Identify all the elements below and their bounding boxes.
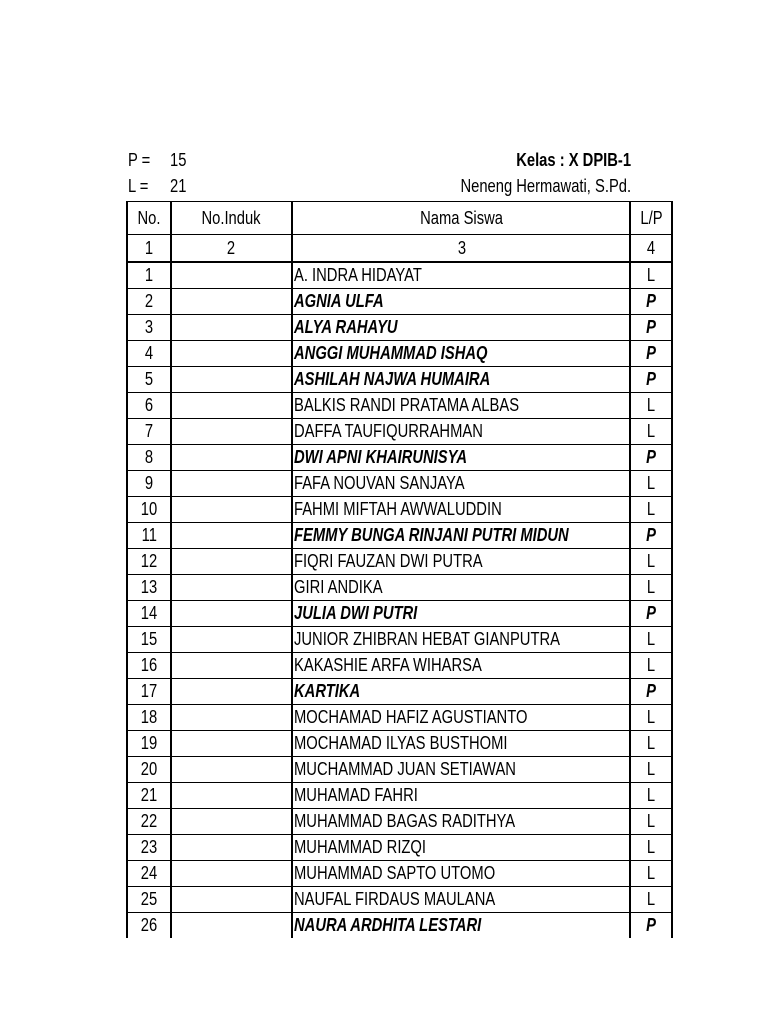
class-title: Kelas : X DPIB-1	[516, 150, 631, 170]
row-nama-siswa: GIRI ANDIKA	[292, 575, 630, 601]
row-no-induk	[171, 497, 292, 523]
row-no: 12	[127, 549, 171, 575]
row-no: 10	[127, 497, 171, 523]
row-no: 5	[127, 367, 171, 393]
student-roster-table	[126, 201, 673, 938]
row-no: 19	[127, 731, 171, 757]
column-number-row	[127, 235, 672, 263]
table-row	[127, 887, 672, 913]
row-lp: L	[630, 757, 672, 783]
row-no-induk	[171, 523, 292, 549]
row-nama-siswa: NAURA ARDHITA LESTARI	[292, 913, 630, 939]
table-row	[127, 601, 672, 627]
table-row	[127, 471, 672, 497]
row-no: 16	[127, 653, 171, 679]
row-lp: L	[630, 393, 672, 419]
row-lp: P	[630, 913, 672, 939]
row-no-induk	[171, 549, 292, 575]
table-row	[127, 705, 672, 731]
table-row	[127, 627, 672, 653]
row-no: 23	[127, 835, 171, 861]
row-no: 20	[127, 757, 171, 783]
table-row	[127, 315, 672, 341]
row-no-induk	[171, 601, 292, 627]
row-nama-siswa: FIQRI FAUZAN DWI PUTRA	[292, 549, 630, 575]
table-row	[127, 757, 672, 783]
row-no: 22	[127, 809, 171, 835]
row-no-induk	[171, 315, 292, 341]
table-row	[127, 262, 672, 289]
row-lp: P	[630, 445, 672, 471]
row-nama-siswa: BALKIS RANDI PRATAMA ALBAS	[292, 393, 630, 419]
table-header-row	[127, 202, 672, 235]
table-row	[127, 731, 672, 757]
row-no: 6	[127, 393, 171, 419]
row-lp: P	[630, 315, 672, 341]
row-nama-siswa: MUHAMMAD RIZQI	[292, 835, 630, 861]
row-no-induk	[171, 783, 292, 809]
row-lp: L	[630, 653, 672, 679]
row-nama-siswa: DAFFA TAUFIQURRAHMAN	[292, 419, 630, 445]
row-no-induk	[171, 809, 292, 835]
row-no-induk	[171, 445, 292, 471]
row-nama-siswa: FAHMI MIFTAH AWWALUDDIN	[292, 497, 630, 523]
row-no: 24	[127, 861, 171, 887]
colnum-3: 3	[292, 235, 630, 263]
row-no-induk	[171, 679, 292, 705]
row-lp: L	[630, 731, 672, 757]
row-lp: L	[630, 783, 672, 809]
p-label: P =	[128, 150, 151, 170]
row-no-induk	[171, 289, 292, 315]
row-no-induk	[171, 887, 292, 913]
row-nama-siswa: NAUFAL FIRDAUS MAULANA	[292, 887, 630, 913]
table-row	[127, 913, 672, 939]
row-no-induk	[171, 757, 292, 783]
row-no-induk	[171, 393, 292, 419]
row-nama-siswa: MOCHAMAD ILYAS BUSTHOMI	[292, 731, 630, 757]
colnum-4: 4	[630, 235, 672, 263]
row-nama-siswa: MUHAMMAD BAGAS RADITHYA	[292, 809, 630, 835]
table-row	[127, 575, 672, 601]
row-lp: L	[630, 887, 672, 913]
table-row	[127, 497, 672, 523]
l-value: 21	[170, 176, 187, 196]
table-row	[127, 679, 672, 705]
teacher-name: Neneng Hermawati, S.Pd.	[460, 176, 631, 196]
row-lp: L	[630, 627, 672, 653]
row-no: 9	[127, 471, 171, 497]
row-no-induk	[171, 913, 292, 939]
row-nama-siswa: MOCHAMAD HAFIZ AGUSTIANTO	[292, 705, 630, 731]
row-no: 2	[127, 289, 171, 315]
header-nama-siswa: Nama Siswa	[292, 202, 630, 235]
row-no-induk	[171, 653, 292, 679]
row-no-induk	[171, 627, 292, 653]
row-lp: L	[630, 861, 672, 887]
row-nama-siswa: AGNIA ULFA	[292, 289, 630, 315]
header-no-induk: No.Induk	[171, 202, 292, 235]
row-nama-siswa: ALYA RAHAYU	[292, 315, 630, 341]
row-no: 17	[127, 679, 171, 705]
table-row	[127, 835, 672, 861]
row-nama-siswa: FEMMY BUNGA RINJANI PUTRI MIDUN	[292, 523, 630, 549]
table-row	[127, 289, 672, 315]
colnum-2: 2	[171, 235, 292, 263]
row-lp: L	[630, 575, 672, 601]
row-no: 18	[127, 705, 171, 731]
row-lp: P	[630, 679, 672, 705]
row-no: 13	[127, 575, 171, 601]
row-nama-siswa: KARTIKA	[292, 679, 630, 705]
row-no-induk	[171, 419, 292, 445]
row-lp: L	[630, 471, 672, 497]
summary-male-line	[127, 173, 633, 199]
table-row	[127, 341, 672, 367]
table-row	[127, 653, 672, 679]
row-no: 21	[127, 783, 171, 809]
table-row	[127, 393, 672, 419]
row-no-induk	[171, 731, 292, 757]
row-no-induk	[171, 861, 292, 887]
row-lp: L	[630, 262, 672, 289]
table-row	[127, 523, 672, 549]
row-lp: L	[630, 835, 672, 861]
row-nama-siswa: JUNIOR ZHIBRAN HEBAT GIANPUTRA	[292, 627, 630, 653]
row-lp: P	[630, 289, 672, 315]
row-no: 8	[127, 445, 171, 471]
row-no-induk	[171, 835, 292, 861]
row-lp: P	[630, 341, 672, 367]
row-nama-siswa: A. INDRA HIDAYAT	[292, 262, 630, 289]
row-lp: L	[630, 497, 672, 523]
table-row	[127, 549, 672, 575]
row-no-induk	[171, 367, 292, 393]
row-nama-siswa: MUCHAMMAD JUAN SETIAWAN	[292, 757, 630, 783]
p-value: 15	[170, 150, 187, 170]
colnum-1: 1	[127, 235, 171, 263]
table-row	[127, 445, 672, 471]
table-row	[127, 367, 672, 393]
row-no: 25	[127, 887, 171, 913]
row-no: 7	[127, 419, 171, 445]
table-row	[127, 809, 672, 835]
row-no: 14	[127, 601, 171, 627]
row-lp: P	[630, 601, 672, 627]
header-lp: L/P	[630, 202, 672, 235]
table-row	[127, 419, 672, 445]
row-no: 11	[127, 523, 171, 549]
row-lp: L	[630, 705, 672, 731]
row-no-induk	[171, 262, 292, 289]
row-no: 1	[127, 262, 171, 289]
row-no-induk	[171, 471, 292, 497]
row-nama-siswa: MUHAMAD FAHRI	[292, 783, 630, 809]
row-nama-siswa: JULIA DWI PUTRI	[292, 601, 630, 627]
table-row	[127, 861, 672, 887]
header-no: No.	[127, 202, 171, 235]
row-lp: L	[630, 419, 672, 445]
row-nama-siswa: ANGGI MUHAMMAD ISHAQ	[292, 341, 630, 367]
row-lp: P	[630, 523, 672, 549]
row-lp: L	[630, 809, 672, 835]
row-no: 15	[127, 627, 171, 653]
row-nama-siswa: ASHILAH NAJWA HUMAIRA	[292, 367, 630, 393]
row-no: 26	[127, 913, 171, 939]
row-nama-siswa: MUHAMMAD SAPTO UTOMO	[292, 861, 630, 887]
row-no-induk	[171, 575, 292, 601]
l-label: L =	[128, 176, 149, 196]
summary-female-line	[127, 147, 633, 173]
row-no-induk	[171, 705, 292, 731]
row-no-induk	[171, 341, 292, 367]
row-nama-siswa: DWI APNI KHAIRUNISYA	[292, 445, 630, 471]
table-row	[127, 783, 672, 809]
row-no: 4	[127, 341, 171, 367]
row-lp: L	[630, 549, 672, 575]
row-nama-siswa: KAKASHIE ARFA WIHARSA	[292, 653, 630, 679]
row-no: 3	[127, 315, 171, 341]
row-nama-siswa: FAFA NOUVAN SANJAYA	[292, 471, 630, 497]
row-lp: P	[630, 367, 672, 393]
